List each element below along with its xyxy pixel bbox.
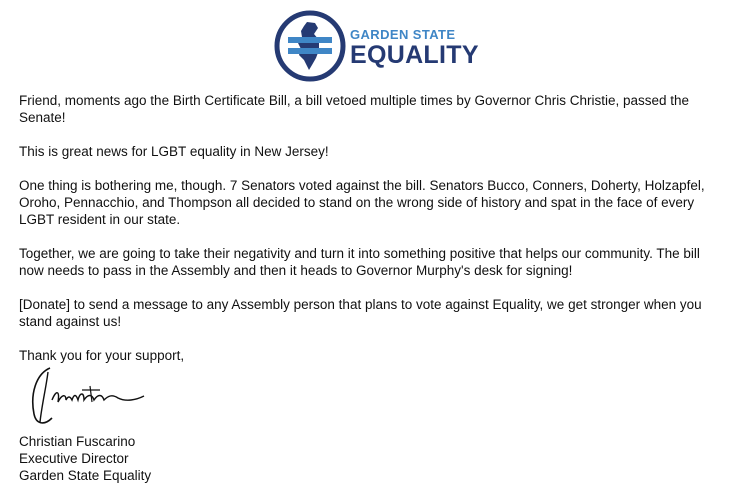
handwritten-signature bbox=[22, 360, 162, 430]
paragraph-4: Together, we are going to take their negativity and turn it into something positive that helps our community. The bill now needs to pass in the Assembly and then it heads to Governor Murphy's desk for signing! bbox=[19, 246, 700, 278]
new-jersey-equality-icon bbox=[274, 10, 346, 82]
logo-line-2: EQUALITY bbox=[350, 41, 479, 69]
signature-block bbox=[19, 433, 151, 484]
paragraph-6: Thank you for your support, bbox=[19, 348, 185, 363]
signer-organization: Garden State Equality bbox=[19, 468, 152, 483]
paragraph-1: Friend, moments ago the Birth Certificate Bill, a bill vetoed multiple times by Governor Chris Christie, passed the Senate! bbox=[19, 93, 690, 125]
org-logo bbox=[274, 10, 479, 82]
logo-line-1: GARDEN STATE bbox=[350, 27, 456, 42]
letter-body bbox=[19, 92, 719, 381]
paragraph-3: One thing is bothering me, though. 7 Senators voted against the bill. Senators Bucco, Conners, Doherty, Holzapfel, Oroho, Pennacchio, and Thompson all decided to stand on the wrong side of history and spat in the face of every LGBT resident in our state. bbox=[19, 178, 705, 227]
signer-name: Christian Fuscarino bbox=[19, 434, 136, 449]
paragraph-5: [Donate] to send a message to any Assembly person that plans to vote against Equality, we get stronger when you stand against us! bbox=[19, 297, 702, 329]
logo-wordmark bbox=[350, 28, 479, 69]
paragraph-2: This is great news for LGBT equality in New Jersey! bbox=[19, 144, 329, 159]
signer-title: Executive Director bbox=[19, 451, 129, 466]
